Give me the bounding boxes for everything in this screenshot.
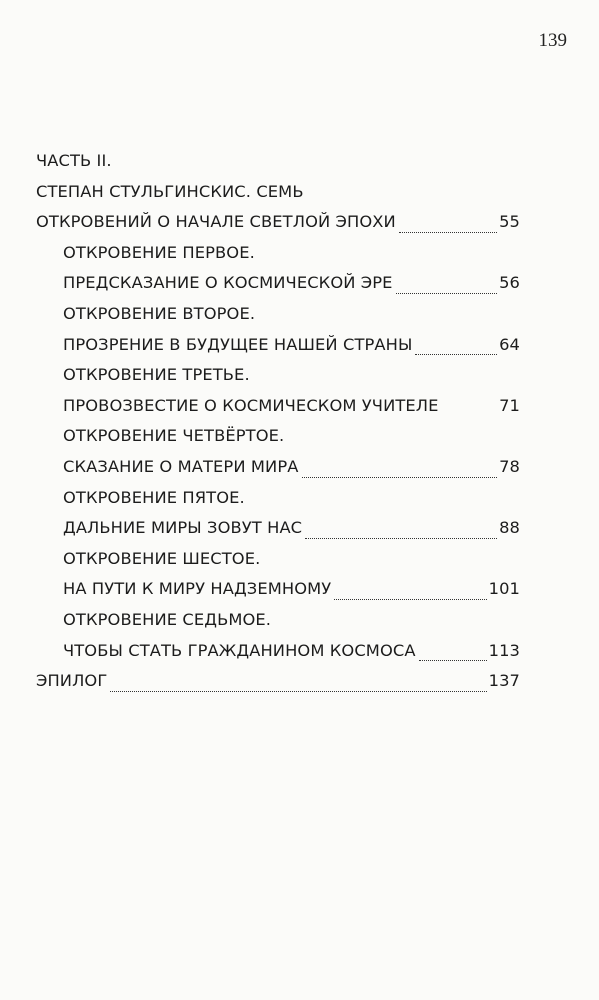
- toc-entry-revelation-5: [36, 483, 520, 514]
- toc-entry-text: ЭПИЛОГ: [36, 671, 108, 691]
- dot-leader: [396, 281, 498, 294]
- toc-entry-page: 101: [488, 579, 520, 599]
- toc-entry-text: ОТКРОВЕНИЕ СЕДЬМОЕ.: [63, 609, 272, 629]
- toc-entry-tale: [36, 452, 520, 483]
- toc-entry-text: ОТКРОВЕНИЕ ТРЕТЬЕ.: [63, 365, 250, 385]
- toc-entry-page: 64: [499, 334, 520, 354]
- toc-entry-text: СТЕПАН СТУЛЬГИНСКИС. СЕМЬ: [36, 181, 304, 201]
- toc-entry-stulginskis: [36, 177, 520, 208]
- toc-entry-far-worlds: [36, 513, 520, 544]
- toc-entry-text: ОТКРОВЕНИЙ О НАЧАЛЕ СВЕТЛОЙ ЭПОХИ: [36, 212, 396, 232]
- dot-leader: [419, 648, 487, 661]
- toc-entry-text: ОТКРОВЕНИЕ ЧЕТВЁРТОЕ.: [63, 426, 285, 446]
- toc-entry-revelation-2: [36, 299, 520, 330]
- toc-entry-part-2: [36, 146, 520, 177]
- toc-entry-page: 113: [488, 640, 520, 660]
- toc-entry-page: 78: [499, 456, 520, 476]
- toc-entry-citizen: [36, 636, 520, 667]
- dot-leader: [110, 679, 486, 692]
- toc-entry-text: ПРОЗРЕНИЕ В БУДУЩЕЕ НАШЕЙ СТРАНЫ: [63, 334, 413, 354]
- toc-entry-text: НА ПУТИ К МИРУ НАДЗЕМНОМУ: [63, 579, 332, 599]
- toc-entry-page: 56: [499, 273, 520, 293]
- toc-entry-revelation-6: [36, 544, 520, 575]
- toc-entry-text: ПРЕДСКАЗАНИЕ О КОСМИЧЕСКОЙ ЭРЕ: [63, 273, 393, 293]
- toc-entry-text: ПРОВОЗВЕСТИЕ О КОСМИЧЕСКОМ УЧИТЕЛЕ: [63, 395, 439, 415]
- dot-leader: [302, 465, 498, 478]
- toc-entry-path: [36, 574, 520, 605]
- toc-entry-page: 88: [499, 518, 520, 538]
- toc-entry-text: ЧАСТЬ II.: [36, 151, 112, 170]
- toc-entry-text: ДАЛЬНИЕ МИРЫ ЗОВУТ НАС: [63, 518, 303, 538]
- toc-entry-revelation-3: [36, 360, 520, 391]
- toc-entry-epilogue: [36, 666, 520, 697]
- toc-entry-revelation-7: [36, 605, 520, 636]
- toc-entry-text: ОТКРОВЕНИЕ ПЯТОЕ.: [63, 487, 245, 507]
- dot-leader: [443, 404, 496, 417]
- toc-entry-text: ОТКРОВЕНИЕ ПЕРВОЕ.: [63, 242, 255, 262]
- toc-entry-prediction: [36, 268, 520, 299]
- toc-entry-page: 55: [499, 212, 520, 232]
- toc-entry-text: СКАЗАНИЕ О МАТЕРИ МИРА: [63, 456, 299, 476]
- toc-entry-revelations: [36, 207, 520, 238]
- table-of-contents: [36, 146, 520, 697]
- toc-entry-text: ОТКРОВЕНИЕ ШЕСТОЕ.: [63, 548, 261, 568]
- toc-entry-text: ОТКРОВЕНИЕ ВТОРОЕ.: [63, 303, 256, 323]
- dot-leader: [415, 342, 497, 355]
- page-number: 139: [538, 30, 567, 51]
- toc-entry-page: 71: [499, 395, 520, 415]
- toc-entry-revelation-1: [36, 238, 520, 269]
- dot-leader: [334, 587, 486, 600]
- toc-entry-page: 137: [488, 671, 520, 691]
- toc-entry-herald: [36, 391, 520, 422]
- toc-entry-revelation-4: [36, 421, 520, 452]
- toc-entry-text: ЧТОБЫ СТАТЬ ГРАЖДАНИНОМ КОСМОСА: [63, 640, 416, 660]
- dot-leader: [305, 526, 497, 539]
- dot-leader: [399, 220, 497, 233]
- toc-entry-insight: [36, 330, 520, 361]
